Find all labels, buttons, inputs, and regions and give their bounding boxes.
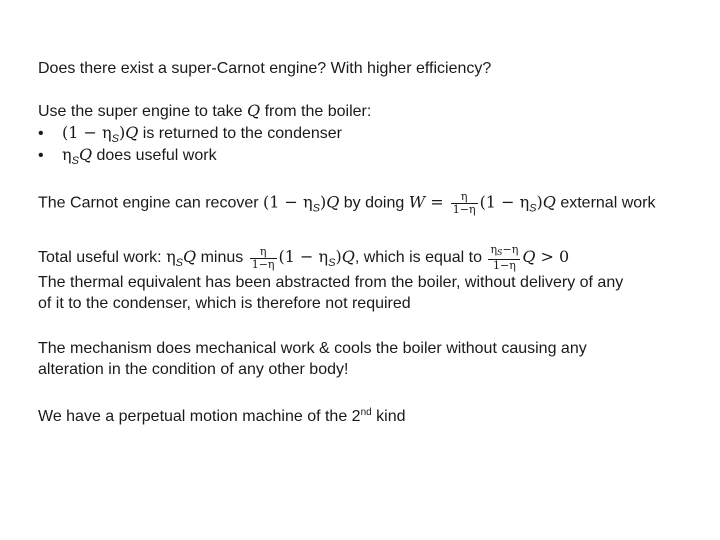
fraction-num xyxy=(488,244,520,259)
math-sub: S xyxy=(312,202,320,215)
text: The Carnot engine can recover xyxy=(38,194,264,212)
question-line: Does there exist a super-Carnot engine? With higher efficiency? xyxy=(38,60,492,77)
math-eq: = xyxy=(425,192,449,212)
super-engine-line xyxy=(38,101,371,122)
math-q: Q xyxy=(326,192,340,212)
math-q: Q xyxy=(247,101,261,120)
alteration-line: alteration in the condition of any other body! xyxy=(38,361,349,378)
text: minus xyxy=(196,249,248,267)
math-q: Q xyxy=(78,145,93,164)
text: is returned to the condenser xyxy=(138,125,342,142)
text: Use the super engine to take xyxy=(38,103,248,120)
math-eta: η xyxy=(62,145,72,164)
text: , which is equal to xyxy=(354,249,487,267)
fraction-num: η xyxy=(460,190,468,203)
fraction-den: 1−η xyxy=(251,257,275,271)
math-close: ) xyxy=(118,123,126,142)
math-sub: S xyxy=(71,155,79,167)
text: does useful work xyxy=(92,147,217,164)
math-q: Q xyxy=(522,247,536,267)
fraction-den: 1−η xyxy=(488,259,520,272)
math-sub: S xyxy=(529,202,537,215)
carnot-recover-line xyxy=(38,191,655,219)
math-sub: S xyxy=(175,257,183,270)
fraction-den: 1−η xyxy=(452,203,476,216)
text: kind xyxy=(371,408,406,425)
num-rest: −η xyxy=(502,243,519,256)
fraction xyxy=(250,246,277,271)
text: Total useful work: xyxy=(38,249,167,267)
thermal-equivalent-line: The thermal equivalent has been abstracted from the boiler, without delivery of any xyxy=(38,274,624,291)
bullet-dot: • xyxy=(38,125,44,142)
bullet-useful-work xyxy=(38,145,217,171)
math-close: ) xyxy=(335,247,342,267)
math-open: (1 − η xyxy=(263,192,313,212)
num-sub: S xyxy=(497,248,503,257)
perpetual-motion-line xyxy=(38,403,406,427)
total-useful-work-line xyxy=(38,244,569,273)
text: We have a perpetual motion machine of the 2 xyxy=(38,408,361,425)
fraction-num: η xyxy=(259,244,267,258)
num-eta: η xyxy=(490,243,498,256)
math-open: (1 − η xyxy=(479,192,530,212)
math-sub: S xyxy=(328,257,336,270)
math-q: Q xyxy=(125,123,139,142)
text: from the boiler: xyxy=(260,103,372,120)
condenser-line: of it to the condenser, which is therefore not required xyxy=(38,295,411,312)
math-q: Q xyxy=(183,247,197,267)
text: external work xyxy=(555,194,656,212)
math-close: ) xyxy=(536,192,543,212)
math-q: Q xyxy=(542,192,556,212)
math-sub: S xyxy=(111,133,119,145)
math-open: (1 − η xyxy=(62,123,112,142)
text: by doing xyxy=(339,194,409,212)
fraction xyxy=(488,244,520,272)
math-w: W xyxy=(408,192,426,212)
math-q: Q xyxy=(341,247,355,267)
math-open: (1 − η xyxy=(278,247,329,267)
mechanism-line: The mechanism does mechanical work & cools the boiler without causing any xyxy=(38,340,587,357)
fraction xyxy=(451,191,478,216)
bullet-dot: • xyxy=(38,147,44,164)
math-eta: η xyxy=(166,247,176,267)
math-close: ) xyxy=(319,192,327,212)
math-gt: > 0 xyxy=(535,247,570,267)
superscript: nd xyxy=(360,407,372,418)
